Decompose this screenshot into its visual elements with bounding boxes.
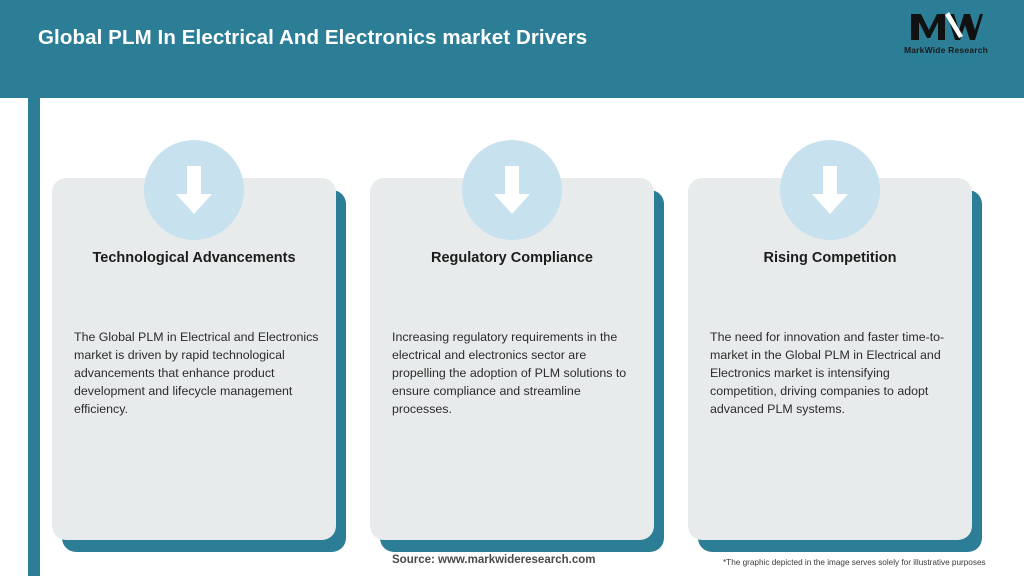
down-arrow-icon: [462, 140, 562, 240]
card-title: Regulatory Compliance: [431, 250, 593, 266]
source-label: Source: www.markwideresearch.com: [392, 554, 596, 566]
card-title: Rising Competition: [763, 250, 897, 266]
down-arrow-icon: [780, 140, 880, 240]
down-arrow-icon: [144, 140, 244, 240]
card-body-text: The need for innovation and faster time-to-market in the Global PLM in Electrical and Electronics market is intensifying competition, driving companies to adopt advanced PLM systems.: [710, 330, 945, 416]
card-body-text: The Global PLM in Electrical and Electronics market is driven by rapid technological advancements that enhance product development and lifecycle management efficiency.: [74, 330, 319, 416]
page-title: Global PLM In Electrical And Electronics market Drivers: [38, 26, 588, 49]
logo-company-name: MarkWide Research: [903, 45, 989, 55]
disclaimer-label: *The graphic depicted in the image serves solely for illustrative purposes: [723, 558, 986, 567]
card-title: Technological Advancements: [92, 250, 296, 266]
card-body-text: Increasing regulatory requirements in the electrical and electronics sector are propelling the adoption of PLM solutions to ensure compliance and streamline processes.: [392, 330, 627, 416]
driver-card-2: [370, 178, 654, 540]
driver-card-1: [52, 178, 336, 540]
driver-card-3: [688, 178, 972, 540]
logo-tagline: Inspiring Growth: [923, 56, 969, 62]
